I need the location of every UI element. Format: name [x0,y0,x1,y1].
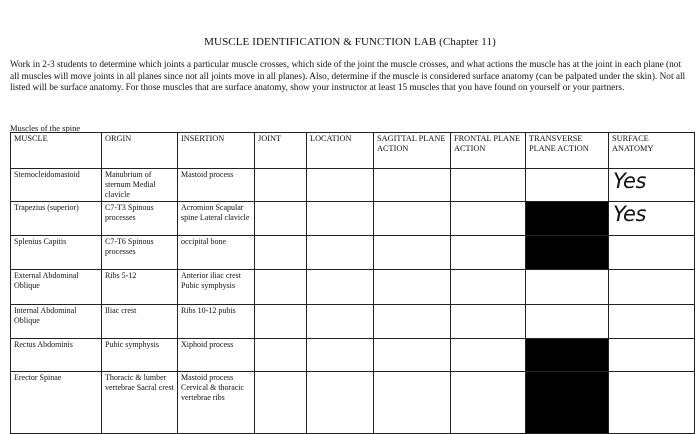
location-cell[interactable] [307,339,374,372]
page-title: MUSCLE IDENTIFICATION & FUNCTION LAB (Chapter 11) [204,36,496,48]
muscle-cell: Internal Abdominal Oblique [11,305,102,339]
frontal-cell[interactable] [451,169,526,202]
surface-cell[interactable] [609,339,695,372]
table-row [11,339,695,372]
insertion-cell: Mastoid process [178,169,255,202]
header-insertion: INSERTION [178,133,255,169]
transverse-cell[interactable] [526,169,609,202]
blacked-out-cell [526,372,609,434]
blacked-out-cell [526,339,609,372]
surface-cell[interactable] [609,270,695,305]
joint-cell[interactable] [255,305,307,339]
muscle-cell: External Abdominal Oblique [11,270,102,305]
insertion-cell: Mastoid process Cervical & thoracic vertebrae ribs [178,372,255,434]
sagittal-cell[interactable] [374,169,451,202]
transverse-cell[interactable] [526,305,609,339]
location-cell[interactable] [307,372,374,434]
muscle-cell: Trapezius (superior) [11,202,102,236]
location-cell[interactable] [307,270,374,305]
insertion-cell: Anterior iliac crest Pubic symphysis [178,270,255,305]
insertion-cell: Acromion Scapular spine Lateral clavicle [178,202,255,236]
surface-cell[interactable] [609,305,695,339]
insertion-cell: Xiphoid process [178,339,255,372]
insertion-cell: occipital bone [178,236,255,270]
sagittal-cell[interactable] [374,202,451,236]
muscle-cell: Erector Spinae [11,372,102,434]
frontal-cell[interactable] [451,372,526,434]
frontal-cell[interactable] [451,270,526,305]
table-row [11,305,695,339]
joint-cell[interactable] [255,236,307,270]
table-row [11,372,695,434]
origin-cell: Ribs 5-12 [102,270,178,305]
location-cell[interactable] [307,202,374,236]
location-cell[interactable] [307,169,374,202]
surface-cell[interactable] [609,236,695,270]
origin-cell: Pubic symphysis [102,339,178,372]
header-transverse: TRANSVERSE PLANE ACTION [526,133,609,169]
surface-cell[interactable] [609,372,695,434]
table-caption: Muscles of the spine [10,123,81,133]
muscle-table [10,132,695,434]
origin-cell: Iliac crest [102,305,178,339]
table-row [11,236,695,270]
blacked-out-cell [526,236,609,270]
origin-cell: Manubrium of sternum Medial clavicle [102,169,178,202]
sagittal-cell[interactable] [374,339,451,372]
header-sagittal: SAGITTAL PLANE ACTION [374,133,451,169]
location-cell[interactable] [307,305,374,339]
muscle-cell: Splenius Capitis [11,236,102,270]
joint-cell[interactable] [255,202,307,236]
table-row [11,270,695,305]
surface-anatomy-handwritten[interactable]: Yes [609,169,695,202]
frontal-cell[interactable] [451,339,526,372]
sagittal-cell[interactable] [374,305,451,339]
sagittal-cell[interactable] [374,236,451,270]
table-row [11,169,695,202]
origin-cell: C7-T3 Spinous processes [102,202,178,236]
muscle-cell: Rectus Abdominis [11,339,102,372]
joint-cell[interactable] [255,372,307,434]
origin-cell: C7-T6 Spinous processes [102,236,178,270]
header-location: LOCATION [307,133,374,169]
frontal-cell[interactable] [451,305,526,339]
header-row [11,133,695,169]
transverse-cell[interactable] [526,270,609,305]
frontal-cell[interactable] [451,236,526,270]
header-origin: ORGIN [102,133,178,169]
instructions: Work in 2-3 students to determine which joints a particular muscle crosses, which side of the joint the muscle crosses, and what actions the muscle has at the joint in each plane (not all muscles will move joints in all planes since not all joints move in all planes). Also, determine if the muscle is considered surface anatomy (can be palpated under the skin). Not all listed will be surface anatomy. For those muscles that are surface anatomy, show your instructor at least 15 muscles that you have found on yourself or your partners. [10,60,686,94]
table-row [11,202,695,236]
surface-anatomy-handwritten[interactable]: Yes [609,202,695,236]
location-cell[interactable] [307,236,374,270]
muscle-cell: Sternocleidomastoid [11,169,102,202]
insertion-cell: Ribs 10-12 pubis [178,305,255,339]
joint-cell[interactable] [255,169,307,202]
blacked-out-cell [526,202,609,236]
header-muscle: MUSCLE [11,133,102,169]
joint-cell[interactable] [255,339,307,372]
frontal-cell[interactable] [451,202,526,236]
header-surface: SURFACE ANATOMY [609,133,695,169]
header-joint: JOINT [255,133,307,169]
sagittal-cell[interactable] [374,372,451,434]
joint-cell[interactable] [255,270,307,305]
sagittal-cell[interactable] [374,270,451,305]
header-frontal: FRONTAL PLANE ACTION [451,133,526,169]
origin-cell: Thoracic & lumber vertebrae Sacral crest [102,372,178,434]
